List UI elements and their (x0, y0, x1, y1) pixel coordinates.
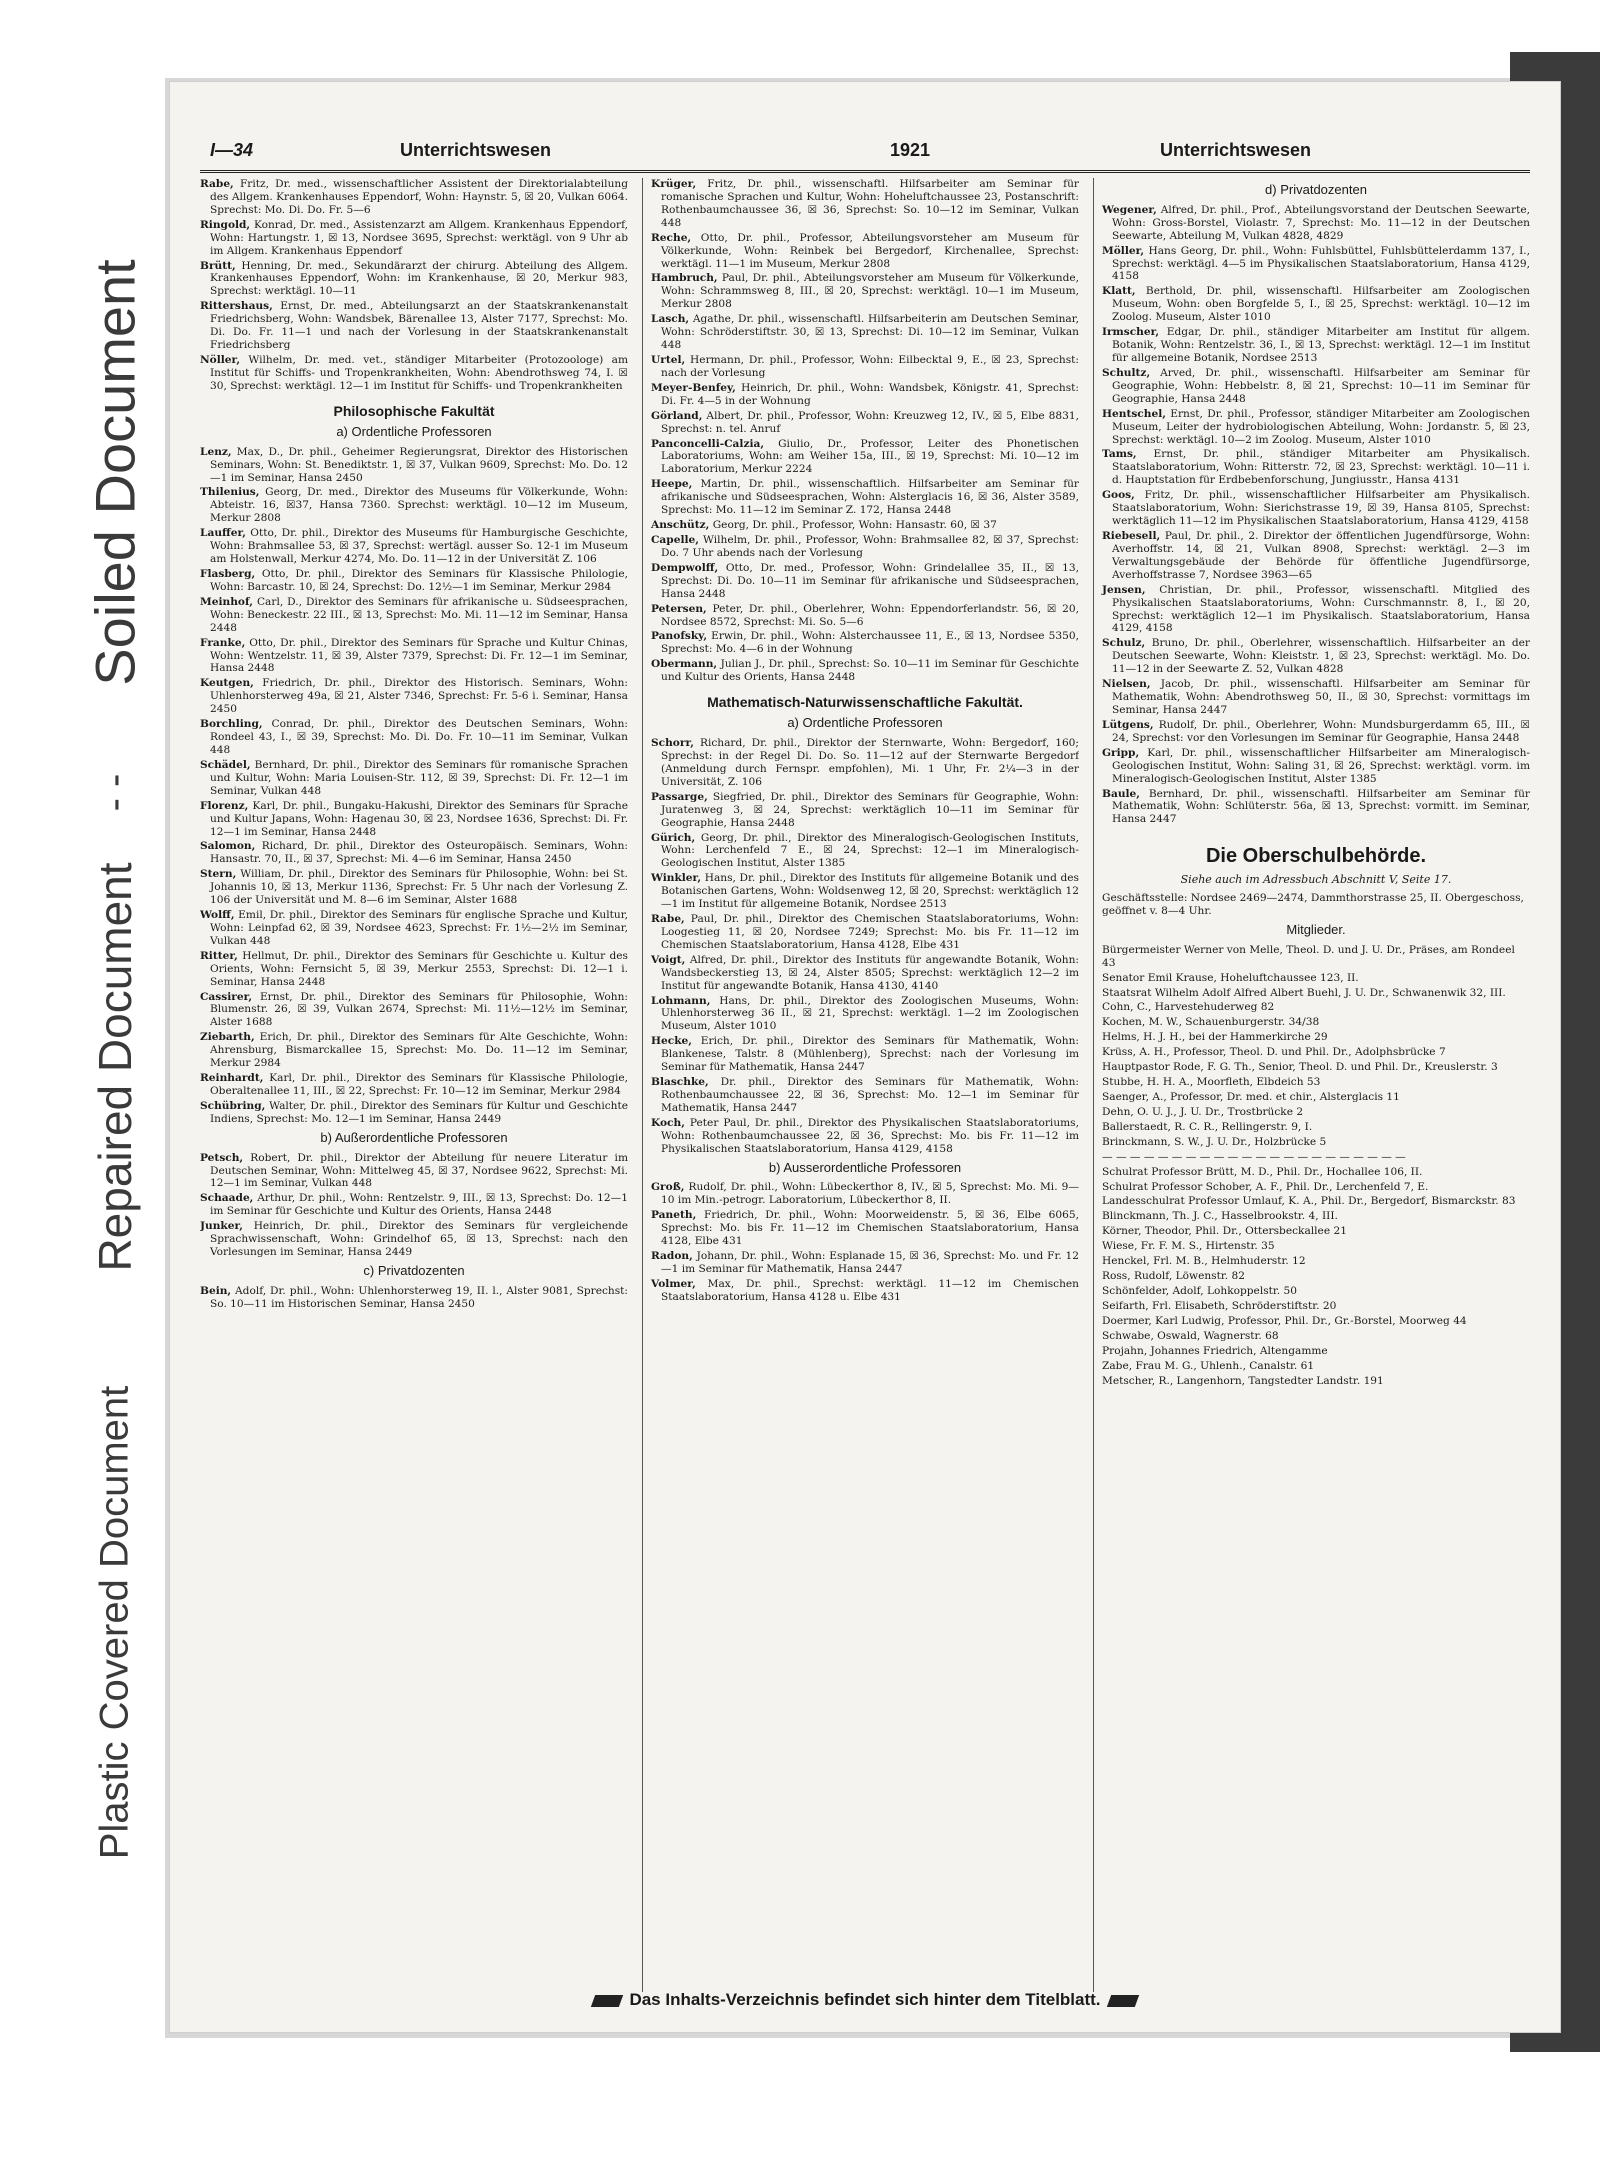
entry-text: Max, Dr. phil., Sprechst: werktägl. 11—12 im Chemischen Staatslaboratorium, Hansa 4128 u. Elbe 431 (661, 1277, 1079, 1303)
entry-name: Stern, (200, 868, 237, 881)
directory-entry (651, 913, 1079, 952)
directory-line: Stubbe, H. H. A., Moorfleth, Elbdeich 53 (1102, 1076, 1321, 1089)
entry-name: Brütt, (200, 259, 236, 272)
directory-entry (200, 677, 628, 716)
entry-text: Erich, Dr. phil., Direktor des Seminars für Alte Geschichte, Wohn: Ahrensburg, Bismarckallee 15, Sprechst: Mo. Do. 11—12 im Seminar, Merkur 2984 (210, 1031, 628, 1070)
directory-entry (651, 630, 1079, 656)
directory-entry (651, 658, 1079, 684)
section-title-left: Unterrichtswesen (400, 140, 552, 160)
directory-entry (651, 354, 1079, 380)
entry-name: Lohmann, (651, 994, 711, 1007)
directory-entry (651, 995, 1079, 1034)
entry-text: Richard, Dr. phil., Direktor des Osteuropäisch. Seminars, Wohn: Hansastr. 70, II., ☒ 37, Sprechst: Mi. 4—6 im Seminar, Hansa 2450 (210, 840, 628, 866)
entry-text: Agathe, Dr. phil., wissenschaftl. Hilfsarbeiterin am Deutschen Seminar, Wohn: Schröderstiftstr. 30, ☒ 13, Sprechst: Di. 10—12 im Seminar, Vulkan 448 (661, 313, 1079, 352)
subsection-heading: d) Privatdozenten (1265, 182, 1367, 197)
faculty-heading: Philosophische Fakultät (333, 402, 495, 419)
page-number: I—34 (210, 140, 254, 160)
subsection-heading: a) Ordentliche Professoren (787, 715, 943, 731)
entry-name: Groß, (651, 1181, 685, 1194)
directory-entry (651, 232, 1079, 271)
directory-entry (1102, 530, 1530, 582)
entry-text: Paul, Dr. phil., Direktor des Chemischen Staatslaboratoriums, Wohn: Loogestieg 11, ☒ 20, Nordsee 7249; Sprechst: Mo. bis Fr. 11—12 im Chemischen Staatslaboratorium, Hansa 4128, Elbe 431 (661, 913, 1079, 951)
entry-text: Otto, Dr. phil., Direktor des Museums für Hamburgische Geschichte, Wohn: Brahmsallee 53, ☒ 37, Sprechst: wertägl. ausser So. 12-1 im Museum am Holstenwall, Merkur 4274, Mo. Do. 11—12 in der Universität Z. 106 (210, 527, 628, 566)
directory-entry (200, 446, 628, 485)
entry-name: Cassirer, (200, 990, 253, 1003)
entry-text: Peter Paul, Dr. phil., Direktor des Physikalischen Staatslaboratoriums, Wohn: Rothenbaumchaussee 22, ☒ 36, Sprechst: Mo. bis Fr. 11—12 im Physikalischen Staatslaboratorium, Hansa 4129, 4158 (661, 1116, 1079, 1155)
entry-text: Julian J., Dr. phil., Sprechst: So. 10—11 im Seminar für Geschichte und Kultur des Orients, Hansa 2448 (661, 658, 1079, 684)
entry-name: Ziebarth, (200, 1031, 255, 1044)
directory-line: Staatsrat Wilhelm Adolf Alfred Albert Buehl, J. U. Dr., Schwanenwik 32, III. (1102, 986, 1506, 999)
entry-text: Erich, Dr. phil., Direktor des Seminars für Mathematik, Wohn: Blankenese, Talstr. 8 (Mühlenberg), Sprechst: nach der Vorlesung im Seminar für Mathematik, Hansa 2447 (661, 1035, 1079, 1074)
directory-line: Schulrat Professor Schober, A. F., Phil. Dr., Lerchenfeld 7, E. (1102, 1180, 1429, 1193)
entry-text: Johann, Dr. phil., Wohn: Esplanade 15, ☒ 36, Sprechst: Mo. und Fr. 12—1 im Seminar für Mathematik, Hansa 2447 (661, 1250, 1079, 1276)
directory-entry (1102, 489, 1530, 528)
entry-name: Panofsky, (651, 630, 708, 643)
entry-text: Albert, Dr. phil., Professor, Wohn: Kreuzweg 12, IV., ☒ 5, Elbe 8831, Sprechst: n. tel. Anruf (661, 409, 1079, 435)
entry-name: Rabe, (200, 178, 234, 190)
directory-entry (200, 354, 628, 393)
header-rule (200, 170, 1530, 173)
directory-line: Schönfelder, Adolf, Lohkoppelstr. 50 (1102, 1284, 1298, 1297)
faculty-heading: Mathematisch-Naturwissenschaftliche Fakultät. (707, 694, 1023, 711)
directory-line: Bürgermeister Werner von Melle, Theol. D. und J. U. Dr., Präses, am Rondeel 43 (1102, 943, 1515, 969)
page-header (200, 140, 1530, 170)
entry-name: Urtel, (651, 353, 686, 366)
entry-text: Richard, Dr. phil., Direktor der Sternwarte, Wohn: Bergedorf, 160; Sprechst: in der Regel Di. Do. So. 11—12 auf der Sternwarte Bergedorf (Anmeldung durch Fernspr. empfohlen), Mi. 1 Uhr, Fr. 2¼—3 in der Universität, Z. 106 (661, 737, 1079, 788)
directory-line: Dehn, O. U. J., J. U. Dr., Trostbrücke 2 (1102, 1105, 1304, 1118)
directory-entry (1102, 326, 1530, 365)
directory-entry (200, 1152, 628, 1191)
directory-entry (200, 486, 628, 525)
entry-name: Florenz, (200, 799, 249, 812)
directory-entry (651, 791, 1079, 830)
entry-text: Siegfried, Dr. phil., Direktor des Seminars für Geographie, Wohn: Juratenweg 3, ☒ 24, Sprechst: werktäglich 10—11 im Seminar für Geographie, Hansa 2448 (661, 790, 1079, 829)
column-1 (200, 178, 628, 1992)
directory-entry (1102, 678, 1530, 717)
entry-name: Blaschke, (651, 1076, 709, 1089)
entry-name: Rittershaus, (200, 300, 273, 313)
entry-text: Otto, Dr. phil., Direktor des Seminars für Klassische Philologie, Wohn: Barcastr. 10, ☒ 24, Sprechst: Do. 12½—1 im Seminar, Merkur 2984 (210, 567, 628, 593)
directory-entry (200, 178, 628, 217)
entry-name: Jensen, (1102, 583, 1146, 596)
directory-entry (651, 737, 1079, 789)
entry-name: Paneth, (651, 1209, 697, 1222)
entry-name: Franke, (200, 636, 246, 649)
entry-name: Winkler, (651, 872, 702, 885)
directory-entry (651, 954, 1079, 993)
directory-entry (200, 527, 628, 566)
entry-text: Peter, Dr. phil., Oberlehrer, Wohn: Eppendorferlandstr. 56, ☒ 20, Nordsee 8572, Sprechst: Mi. So. 5—6 (661, 602, 1079, 628)
entry-name: Lauffer, (200, 527, 246, 540)
directory-line: Seifarth, Frl. Elisabeth, Schröderstiftstr. 20 (1102, 1299, 1337, 1312)
entry-name: Schorr, (651, 737, 694, 750)
directory-line: Körner, Theodor, Phil. Dr., Ottersbeckallee 21 (1102, 1225, 1347, 1238)
entry-text: Fritz, Dr. med., wissenschaftlicher Assistent der Direktorialabteilung des Allgem. Krankenhauses Eppendorf, Wohn: Haynstr. 5, ☒ 20, Vulkan 6064. Sprechst: Mo. Di. Do. Fr. 5—6 (210, 178, 628, 216)
entry-text: Adolf, Dr. phil., Wohn: Uhlenhorsterweg 19, II. l., Alster 9081, Sprechst: So. 10—11 im Historischen Seminar, Hansa 2450 (210, 1284, 628, 1310)
directory-line: — — — — — — — — — — — — — — — — — — — — — — (1102, 1150, 1406, 1163)
entry-text: Alfred, Dr. phil., Direktor des Instituts für angewandte Botanik, Wohn: Wandsbeckerstieg 13, ☒ 24, Alster 8505; Sprechst: werktäglich 12—2 im Institut für angewandte Botanik, Hansa 4130, 4140 (661, 953, 1079, 992)
entry-text: Hellmut, Dr. phil., Direktor des Seminars für Geschichte u. Kultur des Orients, Wohn: Fernsicht 5, ☒ 39, Merkur 2553, Sprechst: Di. 12—1 i. Seminar, Hansa 2448 (210, 949, 628, 988)
entry-text: Robert, Dr. phil., Direktor der Abteilung für neuere Literatur im Deutschen Seminar, Wohn: Mittelweg 45, ☒ 37, Nordsee 9622, Sprechst: Mi. 12—1 im Seminar, Vulkan 448 (210, 1151, 628, 1190)
directory-entry (651, 1076, 1079, 1115)
directory-line: Ross, Rudolf, Löwenstr. 82 (1102, 1270, 1245, 1283)
entry-text: Arthur, Dr. phil., Wohn: Rentzelstr. 9, III., ☒ 13, Sprechst: Do. 12—1 im Seminar für Geschichte und Kultur des Orients, Hansa 2448 (210, 1192, 628, 1218)
entry-text: Edgar, Dr. phil., ständiger Mitarbeiter am Institut für allgem. Botanik, Wohn: Rentzelstr. 36, I., ☒ 13, Sprechst: werktägl. 12—1 im Institut für allgemeine Botanik, Nordsee 2513 (1112, 326, 1530, 364)
directory-entry (1102, 245, 1530, 284)
entry-text: Friedrich, Dr. phil., Direktor des Historisch. Seminars, Wohn: Uhlenhorsterweg 49a, ☒ 21, Alster 7346, Sprechst: Fr. 5-6 i. Seminar, Hansa 2450 (210, 677, 628, 716)
directory-line: Saenger, A., Professor, Dr. med. et chir., Alsterglacis 11 (1102, 1090, 1400, 1103)
entry-text: Conrad, Dr. phil., Direktor des Deutschen Seminars, Wohn: Rondeel 43, I., ☒ 39, Sprechst: Mo. Di. Do. Fr. 10—11 im Seminar, Vulkan 448 (210, 718, 628, 756)
entry-text: Arved, Dr. phil., wissenschaftl. Hilfsarbeiter am Seminar für Geographie, Wohn: Hebbelstr. 8, ☒ 21, Sprechst: 10—11 im Seminar für Geographie, Hansa 2448 (1112, 366, 1530, 405)
entry-name: Petsch, (200, 1151, 244, 1164)
entry-name: Schultz, (1102, 366, 1151, 379)
entry-text: Otto, Dr. med., Professor, Wohn: Grindelallee 35, II., ☒ 13, Sprechst: Di. Do. 10—11 im Seminar für afrikanische und Südseesprachen, Hansa 2448 (661, 561, 1079, 600)
entry-name: Gürich, (651, 831, 696, 844)
directory-entry (200, 1031, 628, 1070)
entry-name: Klatt, (1102, 285, 1136, 298)
directory-entry (651, 562, 1079, 601)
directory-line: Metscher, R., Langenhorn, Tangstedter Landstr. 191 (1102, 1374, 1384, 1387)
directory-line: Cohn, C., Harvestehuderweg 82 (1102, 1001, 1275, 1014)
entry-name: Goos, (1102, 489, 1135, 502)
directory-line: Hauptpastor Rode, F. G. Th., Senior, Theol. D. und Phil. Dr., Kreuslerstr. 3 (1102, 1061, 1498, 1074)
directory-entry (651, 1278, 1079, 1304)
entry-name: Panconcelli-Calzia, (651, 437, 765, 450)
entry-text: Rudolf, Dr. phil., Wohn: Lübeckerthor 8, IV., ☒ 5, Sprechst: Mo. Mi. 9—10 im Min.-petrogr. Laboratorium, Lübeckerthor 8, II. (661, 1181, 1079, 1207)
directory-entry (651, 272, 1079, 311)
entry-name: Voigt, (651, 953, 686, 966)
entry-text: Christian, Dr. phil., Professor, wissenschaftl. Mitglied des Physikalischen Staatslaboratoriums, Wohn: Curschmannstr. 8, I., ☒ 20, Sprechst: werktäglich 12—1 im Physikalisch. Staatslaboratorium, Hansa 4129, 4158 (1112, 583, 1530, 635)
entry-name: Schädel, (200, 758, 251, 771)
entry-text: Erwin, Dr. phil., Wohn: Alsterchaussee 11, E., ☒ 13, Nordsee 5350, Sprechst: Mo. 4—6 in der Wohnung (661, 630, 1079, 656)
entry-name: Wolff, (200, 909, 235, 922)
directory-entry (1102, 584, 1530, 636)
entry-text: Georg, Dr. med., Direktor des Museums für Völkerkunde, Wohn: Abteistr. 16, ☒37, Hansa 7360. Sprechst: werktägl. 10—12 im Museum, Merkur 2808 (210, 486, 628, 525)
entry-name: Obermann, (651, 658, 718, 671)
directory-entry (651, 478, 1079, 517)
separator-label: - - (92, 773, 137, 812)
entry-name: Hentschel, (1102, 407, 1166, 420)
year: 1921 (890, 140, 931, 160)
entry-name: Ringold, (200, 218, 251, 231)
subsection-heading: a) Ordentliche Professoren (336, 423, 492, 439)
directory-entry (200, 1220, 628, 1259)
directory-entry (651, 1209, 1079, 1248)
document-page (170, 82, 1560, 2032)
entry-text: Carl, D., Direktor des Seminars für afrikanische u. Südseesprachen, Wohn: Beneckestr. 22 III., ☒ 13, Sprechst: Mo. Mi. 11—12 im Seminar, Hansa 2448 (210, 595, 628, 634)
entry-name: Riebesell, (1102, 529, 1161, 542)
entry-name: Borchling, (200, 718, 263, 731)
directory-entry (200, 219, 628, 258)
directory-entry (1102, 788, 1530, 827)
entry-name: Hambruch, (651, 272, 718, 285)
directory-entry (200, 568, 628, 594)
directory-line: Wiese, Fr. F. M. S., Hirtenstr. 35 (1102, 1240, 1275, 1253)
directory-entry (651, 872, 1079, 911)
directory-entry (200, 950, 628, 989)
directory-entry (200, 840, 628, 866)
entry-text: Rudolf, Dr. phil., Oberlehrer, Wohn: Mundsburgerdamm 65, III., ☒ 24, Sprechst: vor den Vorlesungen im Seminar für Geographie, Hansa 2448 (1112, 718, 1530, 744)
entry-text: Otto, Dr. phil., Professor, Abteilungsvorsteher am Museum für Völkerkunde, Wohn: Reinbek bei Bergedorf, Kirchenallee, Sprechst: werktägl. 11—1 im Museum, Merkur 2808 (661, 231, 1079, 270)
entry-text: Martin, Dr. phil., wissenschaftlich. Hilfsarbeiter am Seminar für afrikanische und Südseesprachen, Wohn: Alsterglacis 16, ☒ 36, Alster 3589, Sprechst: Mo. 11—12 im Seminar Z. 172, Hansa 2448 (661, 478, 1079, 517)
directory-entry (200, 637, 628, 676)
footer-text: Das Inhalts-Verzeichnis befindet sich hinter dem Titelblatt. (629, 1990, 1101, 2009)
directory-entry (200, 1100, 628, 1126)
directory-entry (651, 410, 1079, 436)
subsection-heading: b) Ausserordentliche Professoren (768, 1159, 962, 1175)
entry-name: Flasberg, (200, 567, 256, 580)
entry-name: Radon, (651, 1250, 693, 1263)
entry-name: Junker, (200, 1220, 243, 1233)
entry-name: Görland, (651, 409, 703, 422)
directory-entry (200, 1192, 628, 1218)
entry-name: Baule, (1102, 787, 1140, 800)
directory-entry (200, 868, 628, 907)
entry-name: Schulz, (1102, 637, 1146, 650)
directory-entry (651, 603, 1079, 629)
column-2 (642, 178, 1079, 1992)
directory-entry (651, 534, 1079, 560)
entry-text: Ernst, Dr. phil., Direktor des Seminars für Philosophie, Wohn: Blumenstr. 26, ☒ 39, Vulkan 2674, Sprechst: Mi. 11½—12½ im Seminar, Alster 1688 (210, 990, 628, 1029)
directory-line: Helms, H. J. H., bei der Hammerkirche 29 (1102, 1031, 1328, 1044)
entry-text: Emil, Dr. phil., Direktor des Seminars für englische Sprache und Kultur, Wohn: Leinpfad 62, ☒ 39, Nordsee 4623, Sprechst: Fr. 1½—2½ im Seminar, Vulkan 448 (210, 909, 628, 947)
footer-note (200, 1990, 1530, 2010)
directory-line: Landesschulrat Professor Umlauf, K. A., Phil. Dr., Bergedorf, Bismarckstr. 83 (1102, 1195, 1516, 1208)
entry-text: Heinrich, Dr. phil., Direktor des Seminars für vergleichende Sprachwissenschaft, Wohn: Grindelhof 65, ☒ 13, Sprechst: nach den Vorlesungen im Seminar, Hansa 2449 (210, 1220, 628, 1259)
entry-name: Heepe, (651, 478, 693, 491)
entry-text: Hans, Dr. phil., Direktor des Instituts für allgemeine Botanik und des Botanischen Gartens, Wohn: Woldsenweg 12, ☒ 20, Sprechst: werktäglich 12—1 im Institut für allgemeine Botanik, Nordsee 2513 (661, 872, 1079, 911)
directory-entry (1102, 719, 1530, 745)
entry-text: Jacob, Dr. phil., wissenschaftl. Hilfsarbeiter am Seminar für Mathematik, Wohn: Abendrothsweg 50, II., ☒ 30, Sprechst: vormittags im Seminar, Hansa 2447 (1112, 678, 1530, 716)
entry-name: Irmscher, (1102, 326, 1160, 339)
entry-name: Nöller, (200, 353, 241, 366)
directory-entry (1102, 448, 1530, 487)
entry-name: Wegener, (1102, 203, 1157, 216)
entry-text: Friedrich, Dr. phil., Wohn: Moorweidenstr. 5, ☒ 36, Elbe 6065, Sprechst: Mo. bis Fr. 11—12 im Chemischen Staatslaboratorium, Hansa 4128, Elbe 431 (661, 1209, 1079, 1248)
entry-text: Karl, Dr. phil., wissenschaftlicher Hilfsarbeiter am Mineralogisch-Geologischen Institut, Wohn: Saling 31, ☒ 26, Sprechst: werktägl. vorm. im Mineralogisch-Geologischen Institut, Alster 1385 (1112, 746, 1530, 785)
directory-entry (200, 596, 628, 635)
entry-text: Wilhelm, Dr. phil., Professor, Wohn: Brahmsallee 82, ☒ 37, Sprechst: Do. 7 Uhr abends nach der Vorlesung (661, 533, 1079, 559)
soiled-document-label: Soiled Document (83, 259, 147, 686)
directory-entry (200, 909, 628, 948)
entry-name: Capelle, (651, 533, 699, 546)
entry-text: Bernhard, Dr. phil., wissenschaftl. Hilfsarbeiter am Seminar für Mathematik, Wohn: Schlüterstr. 56a, ☒ 13, Sprechst: vormitt. im Seminar, Hansa 2447 (1112, 787, 1530, 826)
entry-name: Gripp, (1102, 746, 1140, 759)
directory-line: Schulrat Professor Brütt, M. D., Phil. Dr., Hochallee 106, II. (1102, 1165, 1423, 1178)
entry-text: Paul, Dr. phil., 2. Direktor der öffentlichen Jugendfürsorge, Wohn: Averhoffstr. 14, ☒ 21, Vulkan 8908, Sprechst: werktägl. 2—3 im Verwaltungsgebäude der Behörde für öffentliche Jugendfürsorge, Averhoffstrasse 7, Nordsee 3963—65 (1112, 529, 1530, 581)
directory-line: Kochen, M. W., Schauenburgerstr. 34/38 (1102, 1016, 1320, 1029)
subsection-heading: b) Außerordentliche Professoren (320, 1129, 508, 1145)
entry-text: Walter, Dr. phil., Direktor des Seminars für Kultur und Geschichte Indiens, Sprechst: Mo. 12—1 im Seminar, Hansa 2449 (210, 1099, 628, 1125)
directory-entry (651, 178, 1079, 230)
entry-name: Bein, (200, 1284, 232, 1297)
entry-name: Hecke, (651, 1035, 692, 1048)
entry-text: Fritz, Dr. phil., wissenschaftl. Hilfsarbeiter am Seminar für romanische Sprachen und Kultur, Wohn: Hoheluftchaussee 23, Postanschrift: Rothenbaumchaussee 36, ☒ 36, Sprechst: So. 10—12 im Seminar, Vulkan 448 (661, 178, 1079, 229)
entry-text: Karl, Dr. phil., Bungaku-Hakushi, Direktor des Seminars für Sprache und Kultur Japans, Wohn: Hagenau 30, ☒ 23, Nordsee 1636, Sprechst: Di. Fr. 12—1 im Seminar, Hansa 2448 (210, 799, 628, 838)
entry-text: Max, D., Dr. phil., Geheimer Regierungsrat, Direktor des Historischen Seminars, Wohn: St. Benediktstr. 1, ☒ 37, Vulkan 9609, Sprechst: Mo. Do. 12—1 im Seminar, Hansa 2450 (210, 445, 628, 484)
entry-text: Bernhard, Dr. phil., Direktor des Seminars für romanische Sprachen und Kultur, Wohn: Maria Louisen-Str. 112, ☒ 39, Sprechst: Di. Fr. 12—1 im Seminar, Vulkan 448 (210, 758, 628, 797)
directory-line: Krüss, A. H., Professor, Theol. D. und Phil. Dr., Adolphsbrücke 7 (1102, 1046, 1446, 1059)
subsection-heading: Mitglieder. (1286, 921, 1346, 937)
plastic-covered-label: Plastic Covered Document (92, 1385, 137, 1860)
directory-line: Brinckmann, S. W., J. U. Dr., Holzbrücke 5 (1102, 1135, 1327, 1148)
entry-text: Ernst, Dr. phil., ständiger Mitarbeiter am Physikalisch. Staatslaboratorium, Wohn: Ritterstr. 72, ☒ 23, Sprechst: werktägl. 10—11 i. d. Hauptstation für Erdbebenforschung, Jungiusstr., Hansa 4131 (1112, 448, 1530, 487)
entry-text: Hermann, Dr. phil., Professor, Wohn: Eilbecktal 9, E., ☒ 23, Sprechst: nach der Vorlesung (661, 353, 1079, 379)
entry-name: Krüger, (651, 178, 697, 190)
entry-name: Koch, (651, 1116, 685, 1129)
section-title-right: Unterrichtswesen (1160, 140, 1312, 160)
directory-entry (651, 1035, 1079, 1074)
directory-line: Schwabe, Oswald, Wagnerstr. 68 (1102, 1329, 1279, 1342)
entry-name: Meinhof, (200, 595, 253, 608)
entry-text: Ernst, Dr. phil., Professor, ständiger Mitarbeiter am Zoologischen Museum, Leiter der hydrobiologischen Abteilung, Wohn: Jordanstr. 5, ☒ 23, Sprechst: werktägl. 10—2 im Zoolog. Museum, Alster 1010 (1112, 407, 1530, 446)
reference-note: Siehe auch im Adressbuch Abschnitt V, Seite 17. (1180, 872, 1452, 886)
entry-name: Passarge, (651, 790, 708, 803)
directory-entry (651, 1181, 1079, 1207)
entry-text: Karl, Dr. phil., Direktor des Seminars für Klassische Philologie, Oberaltenallee 11, III., ☒ 22, Sprechst: Fr. 10—12 im Seminar, Merkur 2984 (210, 1072, 628, 1098)
directory-line: Henckel, Frl. M. B., Helmhuderstr. 12 (1102, 1255, 1306, 1268)
directory-entry (200, 1072, 628, 1098)
directory-line: Doermer, Karl Ludwig, Professor, Phil. Dr., Gr.-Borstel, Moorweg 44 (1102, 1314, 1467, 1327)
directory-entry (1102, 747, 1530, 786)
entry-text: Ernst, Dr. med., Abteilungsarzt an der Staatskrankenanstalt Friedrichsberg, Wohn: Wandsbek, Bärenallee 13, Alster 7177, Sprechst: Mo. Di. Do. Fr. 11—1 und nach der Vorlesung in der Staatskrankenanstalt Friedrichsberg (210, 300, 628, 352)
directory-entry (200, 1285, 628, 1311)
subsection-heading: c) Privatdozenten (363, 1263, 465, 1279)
pointing-hand-icon (1106, 1995, 1138, 2007)
directory-entry (200, 759, 628, 798)
directory-line: Zabe, Frau M. G., Uhlenh., Canalstr. 61 (1102, 1359, 1315, 1372)
directory-line: Geschäftsstelle: Nordsee 2469—2474, Dammthorstrasse 25, II. Obergeschoss, geöffnet v. 8—4 Uhr. (1102, 892, 1524, 917)
entry-text: Paul, Dr. phil., Abteilungsvorsteher am Museum für Völkerkunde, Wohn: Schrammsweg 8, III., ☒ 20, Sprechst: werktägl. 10—1 im Museum, Merkur 2808 (661, 272, 1079, 311)
entry-text: Georg, Dr. phil., Professor, Wohn: Hansastr. 60, ☒ 37 (709, 519, 997, 532)
directory-entry (651, 438, 1079, 477)
directory-entry (651, 832, 1079, 871)
directory-entry (200, 260, 628, 299)
entry-name: Keutgen, (200, 677, 254, 690)
entry-name: Möller, (1102, 244, 1145, 257)
entry-text: Otto, Dr. phil., Direktor des Seminars für Sprache und Kultur Chinas, Wohn: Wentzelstr. 11, ☒ 39, Alster 7379, Sprechst: Di. Fr. 12—1 im Seminar, Hansa 2448 (210, 636, 628, 675)
directory-entry (651, 1117, 1079, 1156)
entry-name: Reche, (651, 231, 692, 244)
entry-text: Wilhelm, Dr. med. vet., ständiger Mitarbeiter (Protozoologe) am Institut für Schiffs- und Tropenkrankheiten, Wohn: Abendrothsweg 74, I. ☒ 30, Sprechst: werktägl. 12—1 im Institut für Schiffs- und Tropenkrankheiten (210, 353, 628, 392)
entry-name: Volmer, (651, 1277, 696, 1290)
entry-text: Dr. phil., Direktor des Seminars für Mathematik, Wohn: Rothenbaumchaussee 22, ☒ 36, Sprechst: Mo. 12—1 im Seminar für Mathematik, Hansa 2447 (661, 1076, 1079, 1114)
directory-entry (651, 313, 1079, 352)
directory-entry (1102, 204, 1530, 243)
entry-name: Tams, (1102, 448, 1137, 461)
directory-entry (651, 382, 1079, 408)
pointing-hand-icon (591, 1995, 623, 2007)
entry-name: Rabe, (651, 913, 685, 926)
entry-text: William, Dr. phil., Direktor des Seminars für Philosophie, Wohn: bei St. Johannis 10, ☒ 13, Merkur 1136, Sprechst: Fr. 5 Uhr nach der Vorlesung Z. 106 der Universität und M. 8—6 im Seminar, Alster 1688 (210, 868, 628, 907)
directory-line: Projahn, Johannes Friedrich, Altengamme (1102, 1344, 1328, 1357)
directory-line: Ballerstaedt, R. C. R., Rellingerstr. 9, I. (1102, 1120, 1313, 1133)
directory-entry (200, 718, 628, 757)
entry-name: Salomon, (200, 840, 256, 853)
entry-text: Georg, Dr. phil., Direktor des Mineralogisch-Geologischen Instituts, Wohn: Lerchenfeld 7 E., ☒ 24, Sprechst: 12—1 im Mineralogisch-Geologischen Institut, Alster 1385 (661, 831, 1079, 870)
directory-entry (1102, 637, 1530, 676)
directory-entry (200, 300, 628, 352)
entry-text: Heinrich, Dr. phil., Wohn: Wandsbek, Königstr. 41, Sprechst: Di. Fr. 4—5 in der Wohnung (661, 381, 1079, 407)
entry-text: Giulio, Dr., Professor, Leiter des Phonetischen Laboratoriums, Wohn: am Weiher 15a, III., ☒ 19, Sprechst: Mi. 10—12 im Laboratorium, Merkur 2224 (661, 437, 1079, 476)
entry-name: Schübring, (200, 1099, 266, 1112)
directory-entry (200, 800, 628, 839)
entry-text: Konrad, Dr. med., Assistenzarzt am Allgem. Krankenhaus Eppendorf, Wohn: Hartungstr. 1, ☒ 13, Nordsee 3695, Sprechst: werktägl. von 9 Uhr ab im Allgem. Krankenhaus Eppendorf (210, 218, 628, 257)
authority-heading: Die Oberschulbehörde. (1205, 845, 1427, 868)
entry-name: Reinhardt, (200, 1072, 264, 1085)
entry-text: Bruno, Dr. phil., Oberlehrer, wissenschaftlich. Hilfsarbeiter an der Deutschen Seewarte, Wohn: Kleiststr. 1, ☒ 23, Sprechst: werktägl. Mo. Do. 11—12 in der Seewarte Z. 52, Vulkan 4828 (1112, 637, 1530, 676)
entry-name: Dempwolff, (651, 561, 719, 574)
entry-name: Nielsen, (1102, 678, 1151, 691)
entry-text: Hans Georg, Dr. phil., Wohn: Fuhlsbüttel, Fuhlsbüttelerdamm 137, I., Sprechst: werktägl. 4—5 im Physikalischen Staatslaboratorium, Hansa 4129, 4158 (1112, 244, 1530, 283)
directory-entry (1102, 408, 1530, 447)
entry-text: Henning, Dr. med., Sekundärarzt der chirurg. Abteilung des Allgem. Krankenhauses Eppendorf, Wohn: im Krankenhause, ☒ 20, Merkur 983, Sprechst: werktägl. 10—11 (210, 259, 628, 298)
column-3 (1093, 178, 1530, 1992)
directory-entry (651, 519, 1079, 532)
directory-entry (200, 991, 628, 1030)
entry-name: Thilenius, (200, 486, 260, 499)
entry-name: Lasch, (651, 313, 690, 326)
entry-name: Ritter, (200, 949, 238, 962)
entry-name: Meyer-Benfey, (651, 381, 736, 394)
entry-name: Schaade, (200, 1192, 254, 1205)
directory-entry (651, 1250, 1079, 1276)
entry-name: Anschütz, (651, 519, 710, 532)
entry-text: Fritz, Dr. phil., wissenschaftlicher Hilfsarbeiter am Physikalisch. Staatslaboratorium, Wohn: Sierichstrasse 19, ☒ 39, Hansa 8105, Sprechst: werktäglich 11—12 im Physikalischen Staatslaboratorium, Hansa 4129, 4158 (1112, 489, 1530, 528)
entry-name: Lenz, (200, 445, 232, 458)
directory-line: Blinckmann, Th. J. C., Hasselbrookstr. 4, III. (1102, 1210, 1338, 1223)
entry-text: Hans, Dr. phil., Direktor des Zoologischen Museums, Wohn: Uhlenhorsterweg 36 II., ☒ 21, Sprechst: werktägl. 1—2 im Zoologischen Museum, Alster 1010 (661, 994, 1079, 1033)
directory-entry (1102, 285, 1530, 324)
text-columns (200, 178, 1530, 1992)
entry-text: Alfred, Dr. phil., Prof., Abteilungsvorstand der Deutschen Seewarte, Wohn: Gross-Borstel, Violastr. 7, Sprechst: Mo. 11—12 in der Deutschen Seewarte, Abteilung M, Vulkan 4828, 4829 (1112, 203, 1530, 242)
entry-text: Berthold, Dr. phil, wissenschaftl. Hilfsarbeiter am Zoologischen Museum, Wohn: oben Borgfelde 5, I., ☒ 25, Sprechst: werktägl. 10—12 im Zoolog. Museum, Alster 1010 (1112, 285, 1530, 324)
entry-name: Petersen, (651, 602, 707, 615)
repaired-document-label: Repaired Document (89, 862, 141, 1272)
directory-entry (1102, 367, 1530, 406)
directory-line: Senator Emil Krause, Hoheluftchaussee 123, II. (1102, 971, 1359, 984)
entry-name: Lütgens, (1102, 718, 1154, 731)
